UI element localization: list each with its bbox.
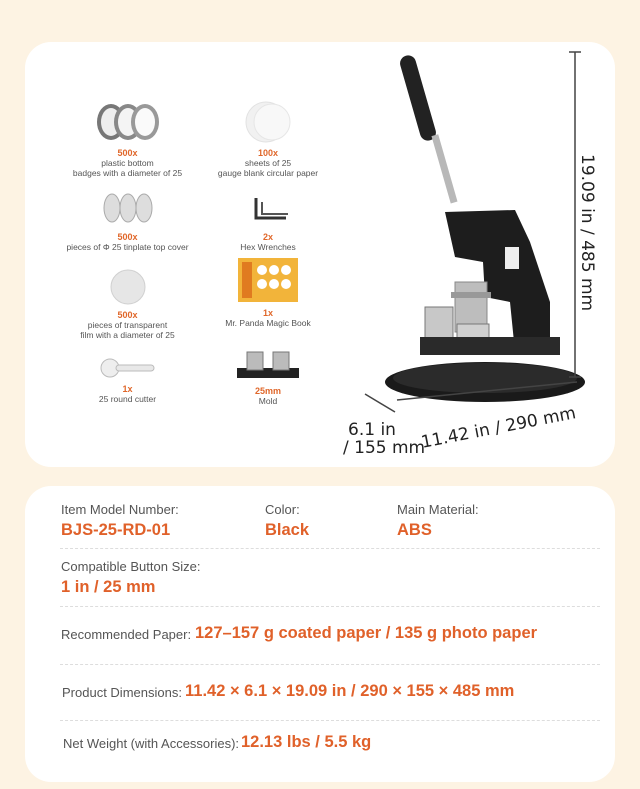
- accessory-qty: 500x: [117, 310, 138, 320]
- accessory-desc: gauge blank circular paper: [217, 168, 319, 178]
- accessory-covers: [45, 188, 210, 252]
- divider: [60, 664, 600, 665]
- material-value: ABS: [397, 521, 432, 539]
- accessory-desc: 25 round cutter: [98, 394, 157, 404]
- accessory-badges: [45, 100, 210, 178]
- film-image: [98, 268, 158, 306]
- color-value: Black: [265, 521, 310, 539]
- book-image: [236, 256, 300, 304]
- accessory-qty: 500x: [117, 232, 138, 242]
- accessory-qty: 1x: [122, 384, 133, 394]
- button-size-value: 1 in / 25 mm: [61, 578, 156, 596]
- accessory-qty: 25mm: [254, 386, 281, 396]
- accessory-desc: Mr. Panda Magic Book: [225, 318, 311, 328]
- weight-value: 12.13 lbs / 5.5 kg: [241, 733, 372, 751]
- accessory-desc: pieces of Φ 25 tinplate top cover: [66, 242, 189, 252]
- dimensions-label: Product Dimensions:: [62, 685, 182, 700]
- accessory-desc: Mold: [258, 396, 278, 406]
- wrench-icon: [238, 194, 298, 228]
- divider: [60, 548, 600, 549]
- accessory-qty: 2x: [262, 232, 273, 242]
- accessory-desc: pieces of transparent: [87, 320, 168, 330]
- paper-image: [238, 100, 298, 144]
- model-number-label: Item Model Number:: [61, 502, 179, 517]
- height-dimension-label: 19.09 in / 485 mm: [577, 154, 597, 312]
- accessory-qty: 500x: [117, 148, 138, 158]
- accessory-qty: 100x: [257, 148, 279, 158]
- accessory-paper: [203, 100, 333, 178]
- length-dimension-label: 11.42 in / 290 mm: [419, 403, 578, 453]
- width-dimension-label-line1: 6.1 in: [348, 420, 396, 440]
- weight-label: Net Weight (with Accessories):: [63, 736, 240, 751]
- accessory-desc: Hex Wrenches: [240, 242, 296, 252]
- handle-grip: [398, 53, 438, 142]
- paper-label: Recommended Paper:: [61, 627, 192, 642]
- accessory-desc: badges with a diameter of 25: [72, 168, 183, 178]
- accessory-desc: film with a diameter of 25: [80, 330, 175, 340]
- mold-image: [233, 342, 303, 382]
- material-label: Main Material:: [397, 502, 479, 517]
- width-dimension-label-line2: / 155 mm: [343, 438, 426, 458]
- specifications-card: [25, 486, 615, 782]
- button-maker-machine-image: [355, 42, 585, 422]
- accessory-wrenches: [203, 194, 333, 252]
- accessory-mold: [203, 342, 333, 406]
- dimensions-value: 11.42 × 6.1 × 19.09 in / 290 × 155 × 485 mm: [185, 682, 515, 700]
- cutter-image: [98, 356, 158, 380]
- product-image-card: [25, 42, 615, 467]
- divider: [60, 606, 600, 607]
- accessory-desc: plastic bottom: [101, 158, 154, 168]
- covers-image: [98, 188, 158, 228]
- color-label: Color:: [265, 502, 300, 517]
- accessory-film: [45, 268, 210, 340]
- accessory-book: [203, 256, 333, 328]
- badges-image: [93, 100, 163, 144]
- button-size-label: Compatible Button Size:: [61, 559, 201, 574]
- accessory-desc: sheets of 25: [244, 158, 292, 168]
- divider: [60, 720, 600, 721]
- accessory-cutter: [45, 356, 210, 404]
- accessory-qty: 1x: [262, 308, 273, 318]
- model-number-value: BJS-25-RD-01: [61, 521, 171, 539]
- paper-value: 127–157 g coated paper / 135 g photo paper: [195, 624, 538, 642]
